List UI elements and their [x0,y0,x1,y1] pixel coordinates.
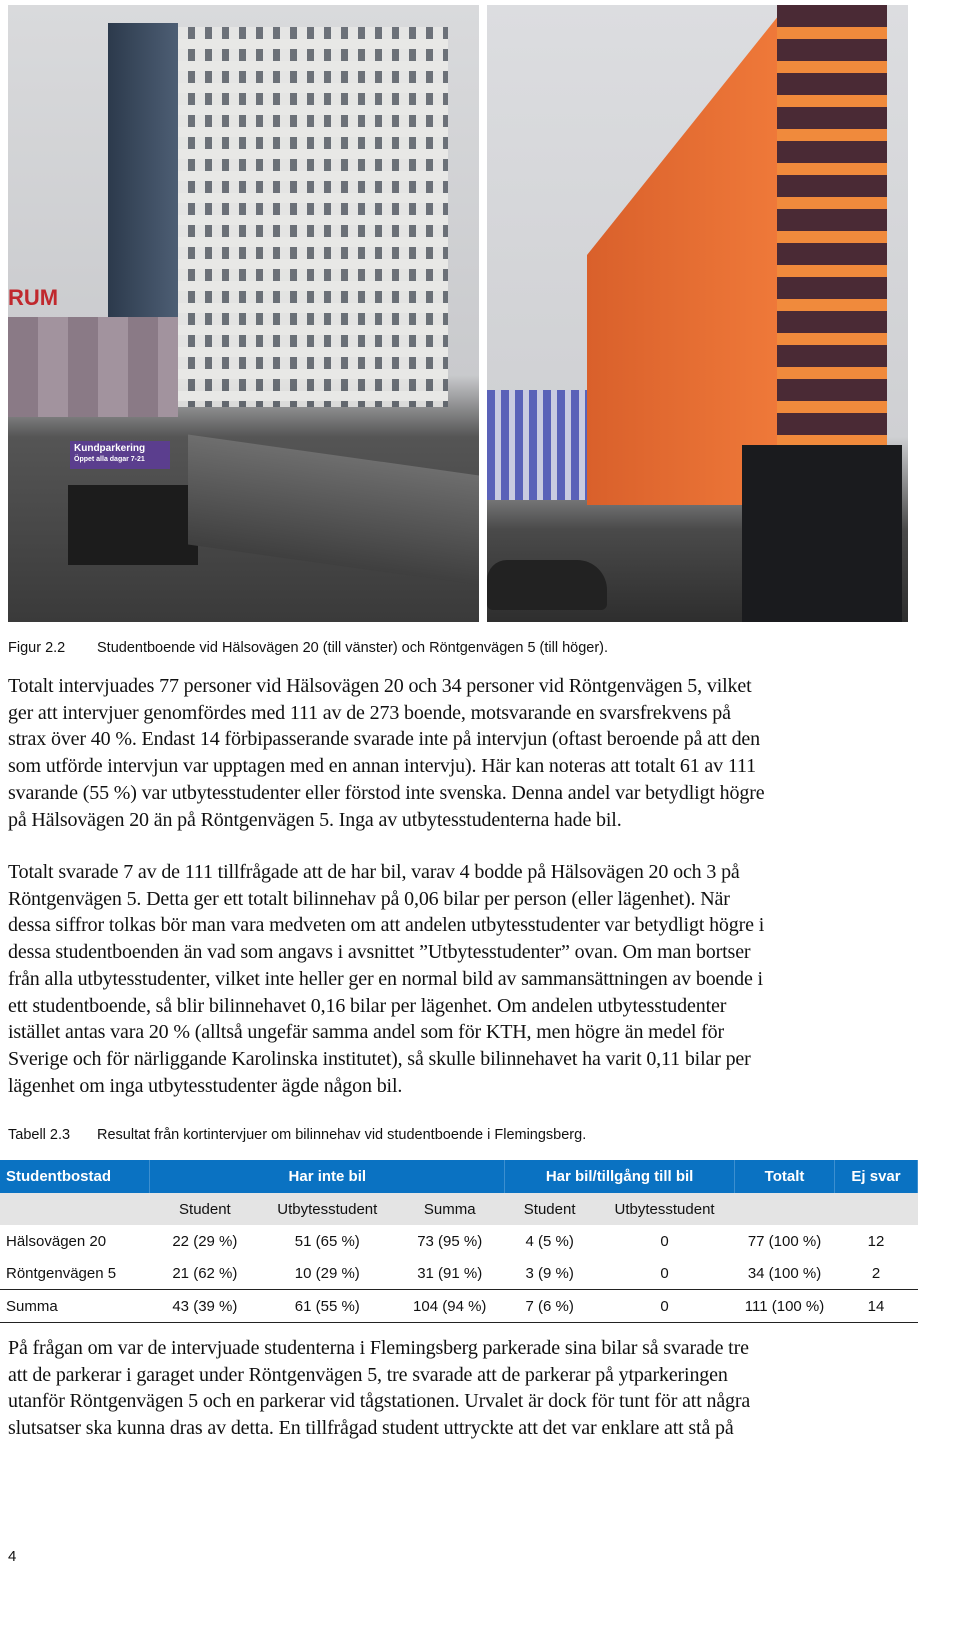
garage-entrance [68,485,198,565]
parked-car [487,560,607,610]
blue-building [487,390,587,500]
paragraph-2: Totalt svarade 7 av de 111 tillfrågade att de har bil, varav 4 bodde på Hälsovägen 20 och 3 på Röntgenvägen 5. Detta ger ett totalt bilinnehav på 0,06 bilar per person (eller lägenhet). När dessa siffror tolkas bör man vara medveten om att andelen utbytesstudenter var betydligt högre i dessa studentboenden än vad som angavs i avsnittet ”Utbytesstudenter” ovan. Om man bortser från alla utbytesstudenter, vilket inte heller ger en normal bild av sammansättningen av boende i ett studentboende, så blir bilinnehavet 0,16 bilar per lägenhet. Om andelen utbytesstudenter istället antas vara 20 % (alltså ungefär samma andel som för KTH, men högre än medel för Sverige och för närliggande Karolinska institutet), så skulle bilinnehavet ha varit 0,11 bilar per lägenhet om inga utbytesstudenter ägde någon bil. [8,861,765,1097]
orange-building [587,5,787,505]
car-ownership-table [0,1160,918,1323]
table-subheader-row: Student Utbytesstudent Summa Student Utbytesstudent [0,1193,918,1225]
paragraph-1: Totalt intervjuades 77 personer vid Hälsovägen 20 och 34 personer vid Röntgenvägen 5, vilket ger att intervjuer genomfördes med 111 av de 273 boende, motsvarande en svarsfrekvens på strax över 40 %. Endast 14 förbipasserande svarade inte på intervjun (oftast beroende på att den som utförde intervjun var upptagen med en annan intervju). Här kan noteras att totalt 61 av 111 svarande (55 %) var utbytesstudenter eller förstod inte svenska. Denna andel var betydligt högre på Hälsovägen 20 än på Röntgenvägen 5. Inga av utbytesstudenterna hade bil. [8,675,765,831]
parking-sign: Kundparkering Öppet alla dagar 7-21 [70,441,170,469]
table-row: Hälsovägen 20 22 (29 %) 51 (65 %) 73 (95 %) 4 (5 %) 0 77 (100 %) 12 [6,1232,885,1250]
mall-sign: RUM [8,285,59,310]
table-caption: Resultat från kortintervjuer om bilinnehav vid studentboende i Flemingsberg. [97,1127,587,1143]
parking-sign-hours: Öppet alla dagar 7-21 [74,456,145,463]
paragraph-3: På frågan om var de intervjuade studenterna i Flemingsberg parkerade sina bilar så svarade tre att de parkerar i garaget under Röntgenvägen 5, tre svarade att de parkerar på ytparkeringen utanför Röntgenvägen 5 och en parkerar vid tågstationen. Urvalet är dock för tunt för att några slutsatser ska kunna dras av detta. En tillfrågad student uttryckte att det var enklare att stå på [8,1337,751,1440]
page-number: 4 [8,1548,17,1565]
table-label: Tabell 2.3 [8,1127,71,1143]
photo-halsovagen-20 [8,5,479,622]
table-summary-row: Summa 43 (39 %) 61 (55 %) 104 (94 %) 7 (6 %) 0 111 (100 %) 14 [0,1290,918,1323]
table-row: Röntgenvägen 5 21 (62 %) 10 (29 %) 31 (91 %) 3 (9 %) 0 34 (100 %) 2 [6,1264,881,1282]
table-header-row: Studentbostad Har inte bil Har bil/tillgång till bil Totalt Ej svar [0,1160,918,1193]
figure-caption: Studentboende vid Hälsovägen 20 (till vänster) och Röntgenvägen 5 (till höger). [97,640,609,656]
photo-rontgenvagen-5 [487,5,908,622]
mall-building [8,317,178,417]
dark-kiosk [742,445,902,622]
figure-label: Figur 2.2 [8,640,66,656]
dark-facade [777,5,887,445]
ramp-wall [188,435,479,586]
